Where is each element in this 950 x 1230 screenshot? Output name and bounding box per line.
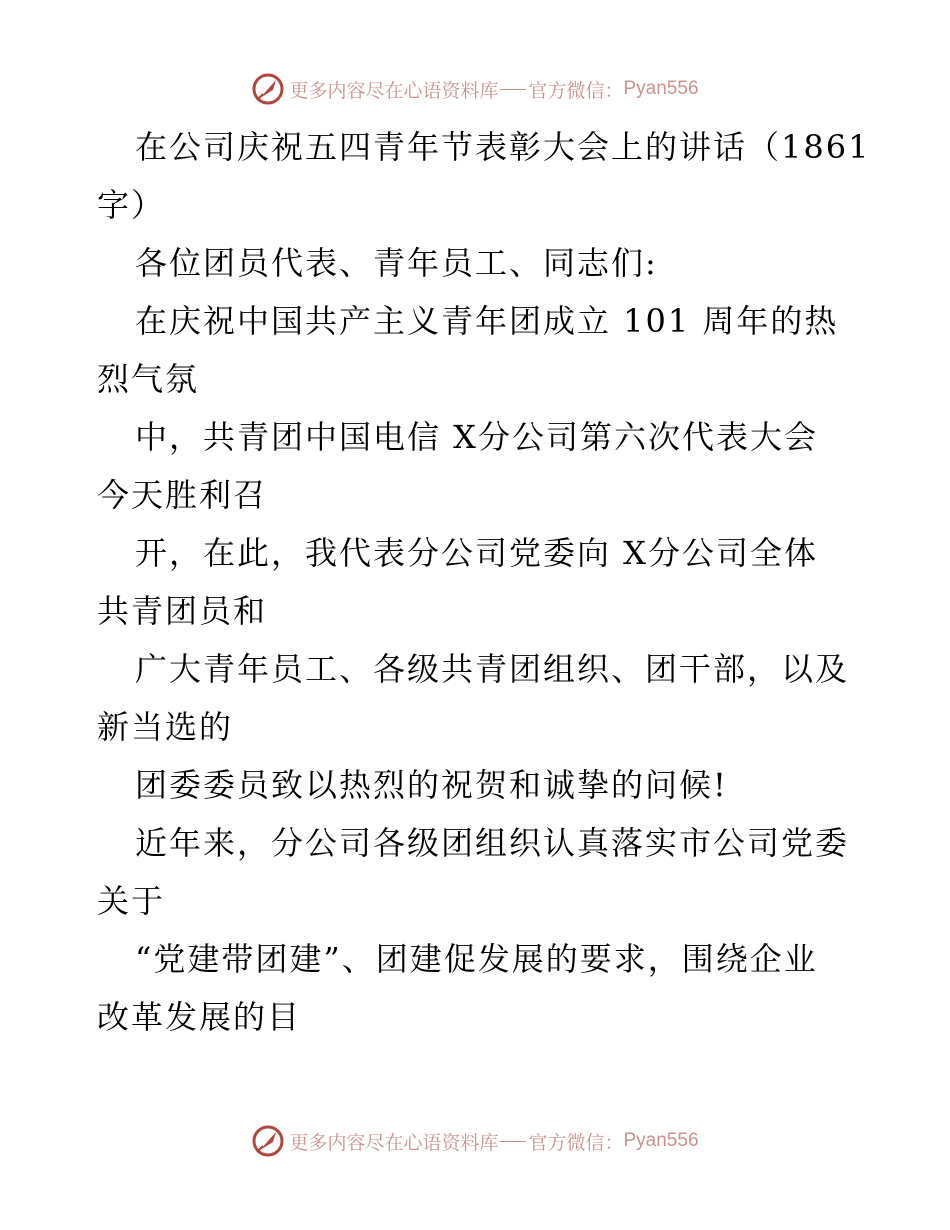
paragraph-line: 近年来，分公司各级团组织认真落实市公司党委 [135, 824, 850, 862]
paragraph-line: 在庆祝中国共产主义青年团成立 101 周年的热 [135, 302, 839, 340]
watermark-text: 更多内容尽在心语资料库 [289, 1131, 499, 1154]
paragraph-line: 共青团员和 [97, 592, 268, 630]
watermark-label: 官方微信： [528, 79, 624, 102]
feather-pen-logo-icon [251, 1124, 285, 1158]
paragraph-line: 中，共青团中国电信 X分公司第六次代表大会 [135, 418, 818, 456]
watermark-handle: Pyan556 [623, 1130, 699, 1151]
paragraph-line: 新当选的 [97, 708, 234, 746]
paragraph-line: “党建带团建”、团建促发展的要求，围绕企业 [135, 940, 818, 978]
title-line-2: 字） [97, 186, 166, 224]
paragraph-line: 烈气氛 [97, 360, 200, 398]
feather-pen-logo-icon [251, 72, 285, 106]
footer-watermark [0, 1124, 950, 1158]
document-body [97, 118, 871, 1046]
paragraph-line: 今天胜利召 [97, 476, 268, 514]
watermark-text: 更多内容尽在心语资料库 [289, 79, 499, 102]
header-watermark [0, 72, 950, 106]
paragraph-line: 改革发展的目 [97, 998, 302, 1036]
title-line-1: 在公司庆祝五四青年节表彰大会上的讲话（1861 [135, 128, 871, 166]
watermark-handle: Pyan556 [623, 78, 699, 99]
watermark-label: 官方微信： [528, 1131, 624, 1154]
watermark-separator [500, 89, 526, 90]
salutation-line: 各位团员代表、青年员工、同志们: [135, 244, 658, 282]
paragraph-line: 广大青年员工、各级共青团组织、团干部，以及 [135, 650, 850, 688]
paragraph-line: 开，在此，我代表分公司党委向 X分公司全体 [135, 534, 818, 572]
watermark-separator [500, 1141, 526, 1142]
paragraph-line: 团委委员致以热烈的祝贺和诚挚的问候! [135, 766, 728, 804]
paragraph-line: 关于 [97, 882, 166, 920]
